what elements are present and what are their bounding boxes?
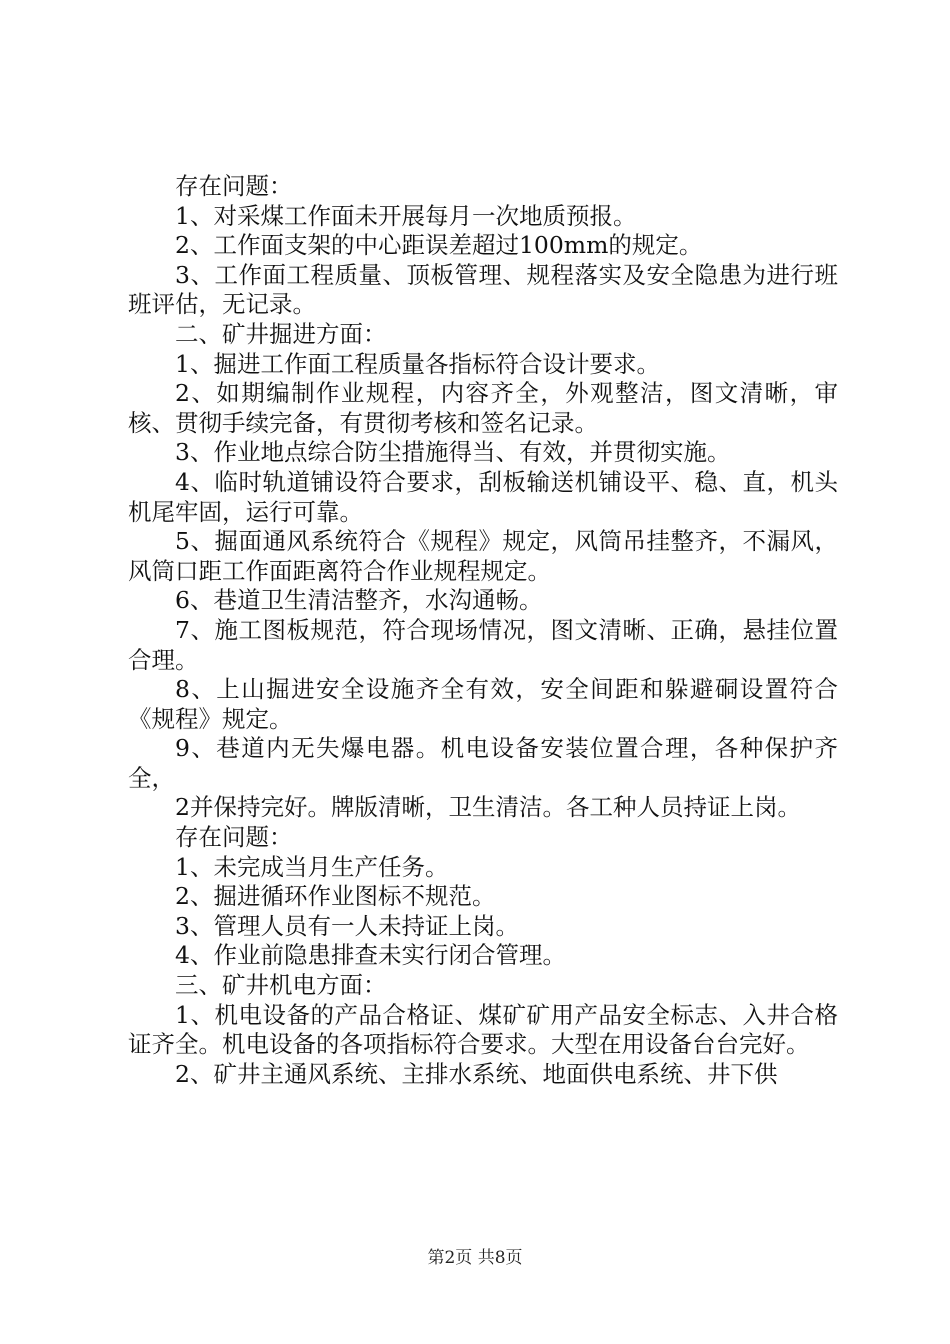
paragraph: 2、矿井主通风系统、主排水系统、地面供电系统、井下供 xyxy=(175,1059,778,1088)
paragraph: 3、工作面工程质量、顶板管理、规程落实及安全隐患为进行班班评估，无记录。 xyxy=(128,260,838,319)
paragraph: 4、作业前隐患排查未实行闭合管理。 xyxy=(175,941,566,970)
paragraph: 2、掘进循环作业图标不规范。 xyxy=(175,882,496,911)
paragraph: 3、管理人员有一人未持证上岗。 xyxy=(175,911,519,940)
paragraph: 7、施工图板规范，符合现场情况，图文清晰、正确，悬挂位置合理。 xyxy=(128,615,838,674)
paragraph: 存在问题： xyxy=(175,172,293,200)
section-heading: 二、矿井掘进方面： xyxy=(175,319,387,348)
paragraph: 8、上山掘进安全设施齐全有效，安全间距和躲避硐设置符合《规程》规定。 xyxy=(128,675,838,733)
paragraph: 1、对采煤工作面未开展每月一次地质预报。 xyxy=(175,201,637,230)
paragraph: 存在问题： xyxy=(175,823,293,852)
paragraph: 1、未完成当月生产任务。 xyxy=(175,852,449,881)
paragraph: 9、巷道内无失爆电器。机电设备安装位置合理，各种保护齐全， xyxy=(128,734,838,792)
paragraph: 4、临时轨道铺设符合要求，刮板输送机铺设平、稳、直，机头机尾牢固，运行可靠。 xyxy=(128,467,838,526)
paragraph: 2并保持完好。牌版清晰，卫生清洁。各工种人员持证上岗。 xyxy=(175,793,801,822)
paragraph: 3、作业地点综合防尘措施得当、有效，并贯彻实施。 xyxy=(175,438,731,467)
section-heading: 三、矿井机电方面： xyxy=(175,971,387,1000)
paragraph: 5、掘面通风系统符合《规程》规定，风筒吊挂整齐，不漏风，风筒口距工作面距离符合作业规程规定。 xyxy=(128,527,838,585)
paragraph: 2、工作面支架的中心距误差超过100mm的规定。 xyxy=(175,231,703,260)
page-number-footer: 第2页 共8页 xyxy=(427,1248,523,1268)
document-body xyxy=(128,172,838,1089)
paragraph: 2、如期编制作业规程，内容齐全，外观整洁，图文清晰，审核、贯彻手续完备，有贯彻考核和签名记录。 xyxy=(128,379,838,437)
paragraph: 1、机电设备的产品合格证、煤矿矿用产品安全标志、入井合格证齐全。机电设备的各项指标符合要求。大型在用设备台台完好。 xyxy=(128,1000,838,1059)
paragraph: 6、巷道卫生清洁整齐，水沟通畅。 xyxy=(175,586,543,615)
paragraph: 1、掘进工作面工程质量各指标符合设计要求。 xyxy=(175,349,660,378)
